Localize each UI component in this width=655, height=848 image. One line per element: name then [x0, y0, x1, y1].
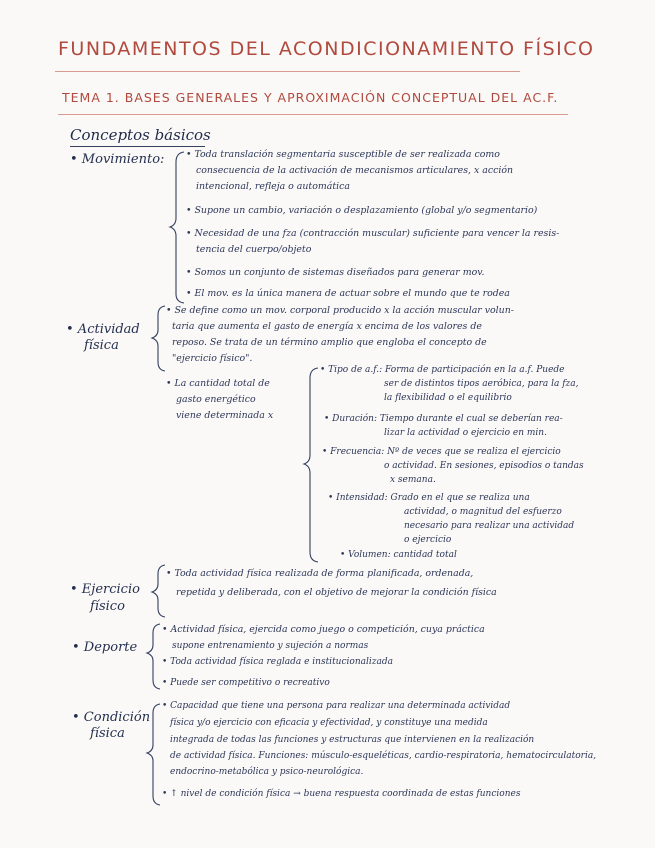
condicion-line: física y/o ejercicio con eficacia y efectividad, y constituye una medida [170, 718, 488, 728]
brace-movimiento [170, 152, 184, 303]
ejercicio-line: repetida y deliberada, con el objetivo de mejorar la condición física [176, 587, 497, 598]
condicion-line: • Capacidad que tiene una persona para realizar una determinada actividad [162, 701, 511, 711]
movimiento-line: • Necesidad de una fza (contracción muscular) suficiente para vencer la resis- [186, 228, 560, 239]
factor-intensidad-3: necesario para realizar una actividad [404, 521, 575, 531]
brace-actividad [152, 306, 165, 371]
deporte-line: supone entrenamiento y sujeción a normas [172, 641, 369, 651]
factor-intensidad-4: o ejercicio [404, 535, 452, 545]
ejercicio-line: • Toda actividad física realizada de forma planificada, ordenada, [166, 568, 474, 579]
term-condicion: • Condición [72, 710, 151, 725]
factor-duracion: • Duración: Tiempo durante el cual se deberían rea- [324, 414, 563, 424]
factor-intensidad-2: actividad, o magnitud del esfuerzo [404, 507, 562, 517]
condicion-line: endocrino-metabólica y psico-neurológica. [170, 767, 364, 777]
condicion-line: de actividad física. Funciones: músculo-esqueléticas, cardio-respiratoria, hematocirculatoria, [170, 751, 597, 761]
term-actividad-2: física [84, 338, 119, 353]
brace-ejercicio [152, 565, 165, 617]
term-deporte: • Deporte [72, 640, 138, 655]
movimiento-line: consecuencia de la activación de mecanismos articulares, x acción [196, 165, 514, 176]
movimiento-line: • Somos un conjunto de sistemas diseñados para generar mov. [186, 267, 485, 278]
deporte-line: • Actividad física, ejercida como juego o competición, cuya práctica [162, 624, 485, 635]
movimiento-line: intencional, refleja o automática [196, 181, 350, 192]
condicion-line: • ↑ nivel de condición física → buena respuesta coordinada de estas funciones [162, 789, 521, 799]
movimiento-line: • Toda translación segmentaria susceptible de ser realizada como [186, 149, 500, 160]
factor-volumen: • Volumen: cantidad total [340, 550, 457, 560]
term-actividad: • Actividad [66, 322, 140, 337]
deporte-line: • Toda actividad física reglada e institucionalizada [162, 657, 393, 667]
gasto-line: • La cantidad total de [166, 378, 270, 389]
factor-frecuencia-2: o actividad. En sesiones, episodios o tandas [384, 461, 584, 471]
factor-tipo-3: la flexibilidad o el equilibrio [384, 393, 512, 403]
factor-tipo-2: ser de distintos tipos aeróbica, para la fza, [384, 379, 579, 389]
actividad-line: reposo. Se trata de un término amplio que engloba el concepto de [172, 337, 487, 348]
factor-frecuencia: • Frecuencia: Nº de veces que se realiza el ejercicio [322, 447, 561, 457]
page-title: FUNDAMENTOS DEL ACONDICIONAMIENTO FÍSICO [58, 38, 595, 60]
term-ejercicio-2: físico [90, 599, 125, 614]
movimiento-line: tencia del cuerpo/objeto [196, 244, 312, 255]
brace-deporte [147, 624, 160, 689]
page-subtitle: TEMA 1. BASES GENERALES Y APROXIMACIÓN CONCEPTUAL DEL AC.F. [62, 90, 559, 105]
brace-gasto [304, 368, 318, 562]
movimiento-line: • Supone un cambio, variación o desplazamiento (global y/o segmentario) [186, 205, 538, 216]
factor-frecuencia-3: x semana. [390, 475, 436, 485]
actividad-line: taria que aumenta el gasto de energía x encima de los valores de [172, 321, 482, 332]
term-movimiento: • Movimiento: [70, 152, 165, 167]
actividad-line: "ejercicio físico". [172, 353, 253, 364]
factor-duracion-2: lizar la actividad o ejercicio en min. [384, 428, 547, 438]
actividad-line: • Se define como un mov. corporal producido x la acción muscular volun- [166, 305, 514, 316]
movimiento-line: • El mov. es la única manera de actuar sobre el mundo que te rodea [186, 288, 510, 299]
term-condicion-2: física [90, 726, 125, 741]
factor-intensidad: • Intensidad: Grado en el que se realiza una [328, 493, 530, 503]
condicion-line: integrada de todas las funciones y estructuras que intervienen en la realización [170, 735, 535, 745]
deporte-line: • Puede ser competitivo o recreativo [162, 678, 330, 688]
gasto-line: viene determinada x [176, 410, 274, 421]
section-heading: Conceptos básicos [70, 126, 211, 144]
gasto-line: gasto energético [176, 394, 256, 405]
factor-tipo: • Tipo de a.f.: Forma de participación en la a.f. Puede [320, 365, 565, 375]
term-ejercicio: • Ejercicio [70, 582, 140, 597]
